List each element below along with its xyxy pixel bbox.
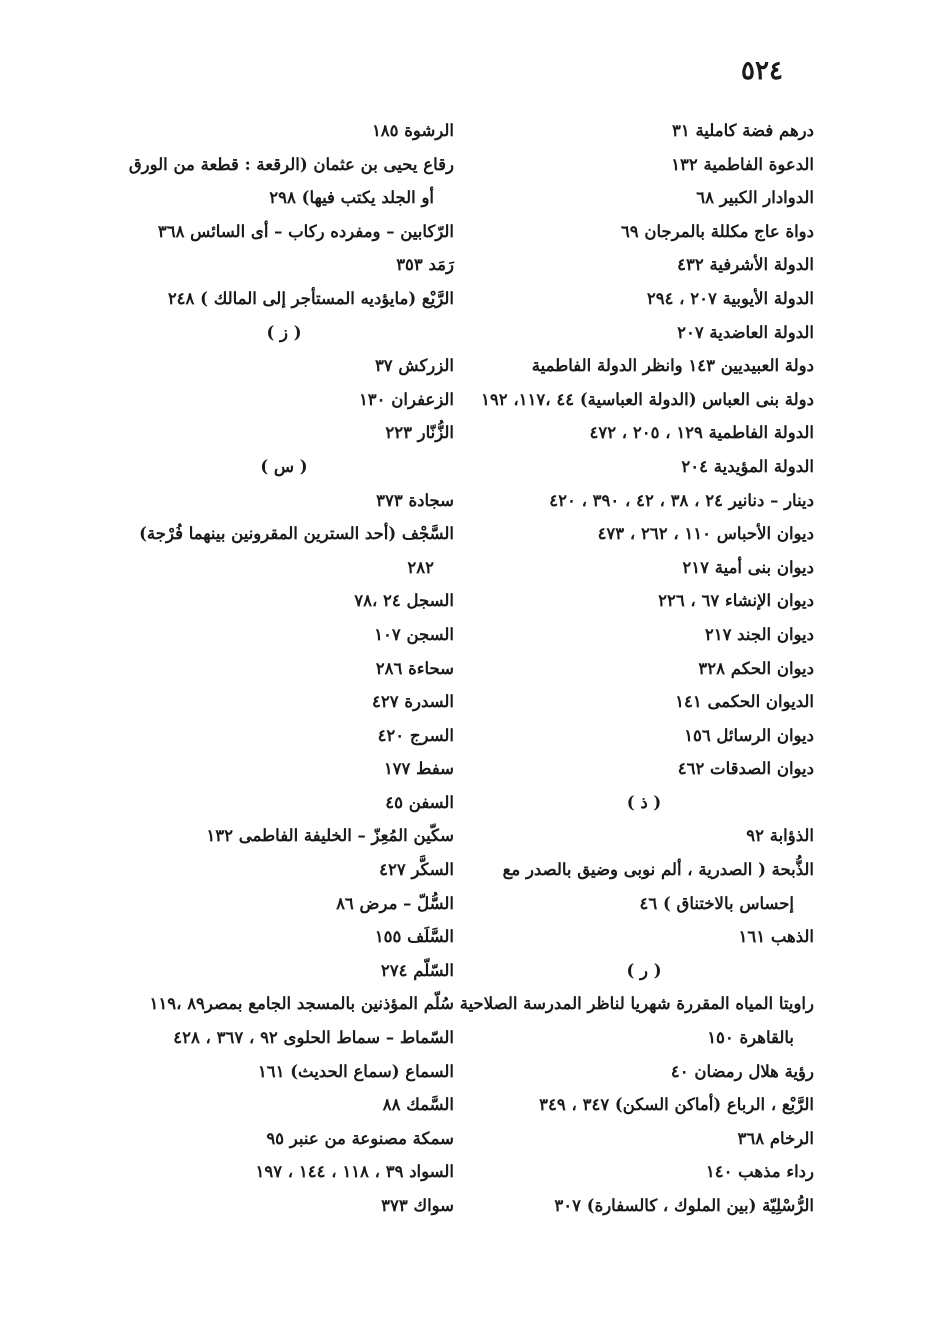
index-entry: السُّلّ – مرض ٨٦ xyxy=(336,893,454,913)
index-entry: سُلّم المؤذنين بالمسجد الجامع بمصر٨٩ ،١١٩ xyxy=(149,994,454,1014)
index-entry: دواة عاج مكللة بالمرجان ٦٩ xyxy=(620,221,814,241)
index-entry-continuation: بالقاهرة ١٥٠ xyxy=(707,1028,794,1048)
index-entry: الرَّبْع ، الرباع (أماكن السكن) ٣٤٧ ، ٣٤٩ xyxy=(539,1095,814,1115)
index-entry: دينار – دنانير ٢٤ ، ٣٨ ، ٤٢ ، ٣٩٠ ، ٤٢٠ xyxy=(549,490,814,510)
index-entry: السدرة ٤٢٧ xyxy=(372,692,454,712)
index-entry-continuation: أو الجلد يكتب فيها) ٢٩٨ xyxy=(269,188,434,208)
index-entry: الدعوة الفاطمية ١٣٢ xyxy=(671,154,814,174)
index-entry: الدولة الأشرفية ٤٣٢ xyxy=(677,255,814,275)
index-entry: دولة العبيديين ١٤٣ وانظر الدولة الفاطمية xyxy=(531,356,814,376)
index-entry: الدولة المؤيدية ٢٠٤ xyxy=(681,456,814,476)
index-entry: الذؤابة ٩٢ xyxy=(746,826,814,846)
index-entry: السماع (سماع الحديث) ١٦١ xyxy=(257,1061,454,1081)
index-entry: رقاع يحيى بن عثمان (الرقعة : قطعة من الورق xyxy=(128,154,454,174)
index-entry: الدولة الفاطمية ١٢٩ ، ٢٠٥ ، ٤٧٢ xyxy=(589,423,814,443)
index-entry: الذهب ١٦١ xyxy=(738,927,814,947)
index-entry: رَمَد ٣٥٣ xyxy=(396,255,454,275)
index-entry: رداء مذهب ١٤٠ xyxy=(705,1162,814,1182)
index-entry: الرَّيْع (مايؤديه المستأجر إلى المالك ) ٢٤٨ xyxy=(167,288,454,308)
index-entry: الديوان الحكمى ١٤١ xyxy=(675,692,814,712)
index-entry: السواد ٣٩ ، ١١٨ ، ١٤٤ ، ١٩٧ xyxy=(255,1162,454,1182)
index-entry: السّلّم ٢٧٤ xyxy=(380,960,454,980)
letter-heading: ( ز ) xyxy=(266,322,302,342)
index-entry: درهم فضة كاملية ٣١ xyxy=(671,121,814,140)
index-entry: سحاءة ٢٨٦ xyxy=(375,658,454,678)
index-entry: الزُّنّار ٢٢٣ xyxy=(385,423,454,443)
letter-heading: ( س ) xyxy=(260,456,308,476)
page-number: ٥٢٤ xyxy=(741,56,783,86)
index-entry: السرج ٤٢٠ xyxy=(377,725,454,745)
index-entry: سجادة ٣٧٣ xyxy=(376,490,454,510)
index-entry: السجل ٢٤ ،٧٨ xyxy=(354,591,454,611)
index-entry: ديوان الأحباس ١١٠ ، ٢٦٢ ، ٤٧٣ xyxy=(597,524,814,544)
index-entry: سكّين المُعِزّ – الخليفة الفاطمى ١٣٢ xyxy=(206,826,454,846)
index-entry: رؤية هلال رمضان ٤٠ xyxy=(670,1061,814,1081)
index-entry-continuation: إحساس بالاختناق ) ٤٦ xyxy=(639,893,794,913)
index-entry: ديوان الإنشاء ٦٧ ، ٢٢٦ xyxy=(658,591,814,611)
index-entry: ديوان الرسائل ١٥٦ xyxy=(684,725,814,745)
index-entry: دولة بنى العباس (الدولة العباسية) ٤٤ ،١١٧، ١٩٢ xyxy=(481,389,814,409)
index-entry: ديوان الحكم ٣٢٨ xyxy=(698,658,814,678)
index-entry: السَّجْف (أحد السترين المقرونين بينهما فُرْجة) xyxy=(139,524,454,544)
index-entry: ديوان الجند ٢١٧ xyxy=(704,624,814,644)
index-entry-continuation: ٢٨٢ xyxy=(407,557,434,577)
index-entry: السّماط – سماط الحلوى ٩٢ ، ٣٦٧ ، ٤٢٨ xyxy=(173,1028,454,1048)
index-entry: الرخام ٣٦٨ xyxy=(737,1128,814,1148)
index-entry: سمكة مصنوعة من عنبر ٩٥ xyxy=(266,1128,454,1148)
index-entry: السكَّر ٤٢٧ xyxy=(379,860,454,880)
index-entry: السَّلَف ١٥٥ xyxy=(374,927,454,947)
index-entry: الزعفران ١٣٠ xyxy=(358,389,454,409)
index-entry: الدولة العاضدية ٢٠٧ xyxy=(677,322,814,342)
index-entry: سفط ١٧٧ xyxy=(383,759,454,779)
index-entry: ديوان بنى أمية ٢١٧ xyxy=(682,557,814,577)
index-column-right xyxy=(459,114,814,1223)
index-entry: راويتا المياه المقررة شهريا لناظر المدرسة الصلاحية xyxy=(459,994,814,1014)
index-entry: الدوادار الكبير ٦٨ xyxy=(696,188,814,208)
letter-heading: ( ذ ) xyxy=(626,792,662,812)
index-entry: الذُّبحة ( الصدرية ، ألم نوبى وضيق بالصدر مع xyxy=(502,860,814,880)
index-entry: الرّكابين – ومفرده ركاب – أى السائس ٣٦٨ xyxy=(157,221,454,241)
index-entry: الرشوة ١٨٥ xyxy=(371,121,454,140)
index-entry: ديوان الصدقات ٤٦٢ xyxy=(677,759,814,779)
letter-heading: ( ر ) xyxy=(626,960,662,980)
index-entry: السَّمك ٨٨ xyxy=(382,1095,454,1115)
index-entry: السجن ١٠٧ xyxy=(374,624,454,644)
index-column-left xyxy=(114,114,454,1223)
index-entry: السفن ٤٥ xyxy=(385,792,454,812)
index-entry: الرُّسْلِيّة (بين الملوك ، كالسفارة) ٣٠٧ xyxy=(554,1196,814,1215)
index-entry: سواك ٣٧٣ xyxy=(381,1196,454,1215)
index-entry: الدولة الأيوبية ٢٠٧ ، ٢٩٤ xyxy=(646,288,814,308)
index-entry: الزركش ٣٧ xyxy=(374,356,454,376)
